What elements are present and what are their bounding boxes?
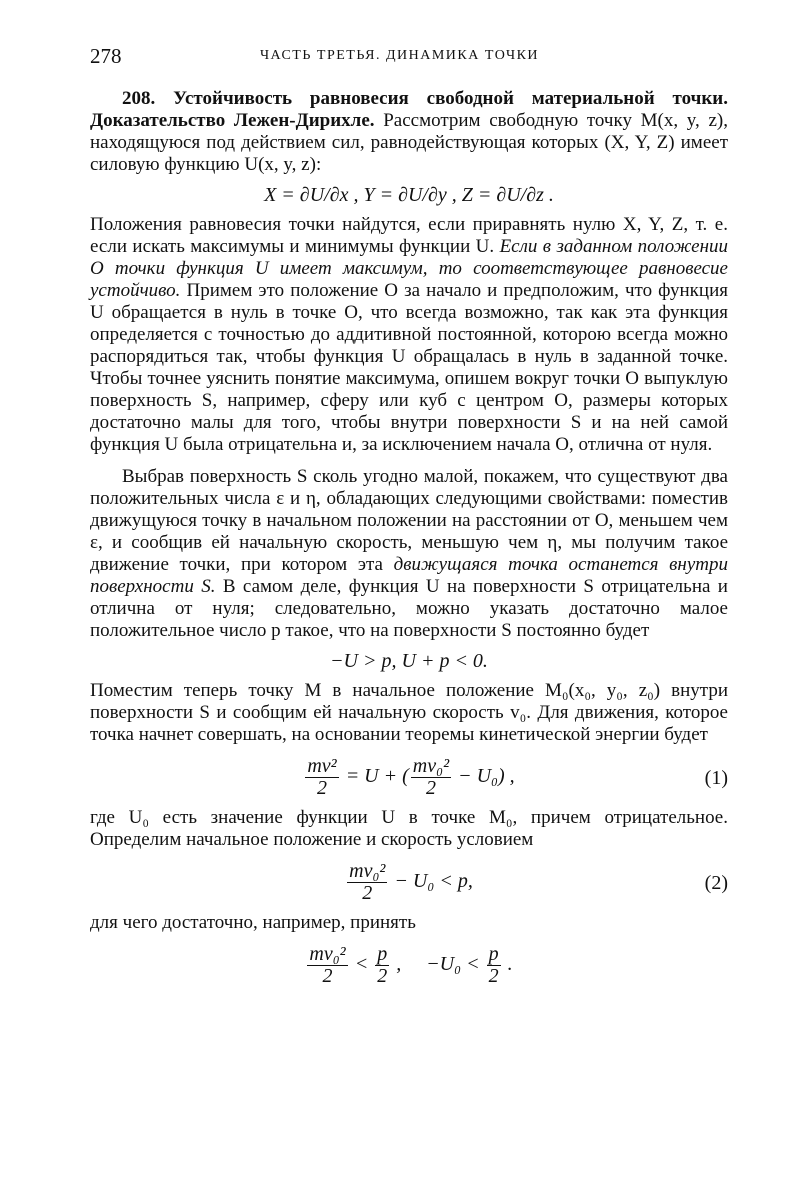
equation-2-number: (2) bbox=[704, 871, 728, 894]
equation-inequality bbox=[90, 650, 728, 672]
fraction-p-2-a: $\frac{p}{2}$ bbox=[377, 943, 388, 987]
paragraph-3 bbox=[90, 466, 728, 642]
equation-2: $\frac{\text{mv₀²}}{2}$ − U₀ < p, (2) bbox=[349, 860, 728, 904]
paragraph-3-start: Выбрав поверхность S сколь угодно малой, покажем, что существуют два положительных числа ε и η, обладающих следующими свойствами: поместив движущуюся точку в начальном положении на расстоянии от O, меньшем чем ε, и сообщив ей начальную скорость, меньшую чем η, мы получим такое движение точки, при котором эта bbox=[90, 466, 728, 575]
paragraph-6: для чего достаточно, например, принять bbox=[90, 912, 416, 933]
equation-3: $\frac{\text{mv₀²}}{2}$ < $\frac{p}{2}$ , −U₀ < $\frac{p}{2}$ . bbox=[309, 943, 513, 987]
paragraph-5: где U₀ есть значение функции U в точке M₀, причем отрицательное. Определим начальное положение и скорость условием bbox=[90, 807, 728, 850]
paragraph-2 bbox=[90, 214, 728, 456]
equation-forces bbox=[90, 184, 728, 206]
fraction-mv0-2: $\frac{\text{mv₀²}}{2}$ bbox=[412, 755, 450, 799]
equation-1: $\frac{\text{mv²}}{2}$ = U + ( $\frac{\text{mv₀²}}{2}$ − U₀) , (1) bbox=[307, 755, 728, 799]
fraction-mv2-2: $\frac{\text{mv²}}{2}$ bbox=[307, 755, 337, 799]
equation-1-number: (1) bbox=[704, 766, 728, 789]
fraction-p-2-b: $\frac{p}{2}$ bbox=[488, 943, 499, 987]
equation-inequality-text: −U > p, U + p < 0. bbox=[330, 650, 488, 672]
paragraph-1 bbox=[90, 88, 728, 176]
equation-forces-text: X = ∂U/∂x , Y = ∂U/∂y , Z = ∂U/∂z . bbox=[264, 184, 554, 206]
paragraph-2-end: Примем это положение O за начало и предположим, что функция U обращается в нуль в точке O, что всегда возможно, так как эта функция определяется с точностью до аддитивной постоянной, которою всегда можно распорядиться так, чтобы функция U обращалась в нуль в заданной точке. Чтобы точнее уяснить понятие максимума, опишем вокруг точки O выпуклую поверхность S, например, сферу или куб с центром O, размеры которых достаточно малы для того, чтобы внутри поверхности S и на ней самой функция U была отрицательна и, за исключением начала O, отлична от нуля. bbox=[90, 280, 728, 455]
fraction-mv0-2-b: $\frac{\text{mv₀²}}{2}$ bbox=[349, 860, 386, 904]
paragraph-1-text: Рассмотрим свободную точку M(x, y, z), находящуюся под действием сил, равнодействующая которых (X, Y, Z) имеет силовую функцию U(x, y, z): bbox=[90, 110, 728, 175]
page-number: 278 bbox=[90, 44, 122, 68]
paragraph-4: Поместим теперь точку M в начальное положение M₀(x₀, y₀, z₀) внутри поверхности S и сообщим ей начальную скорость v₀. Для движения, которое точка начнет совершать, на основании теоремы кинетической энергии будет bbox=[90, 680, 728, 745]
page-body bbox=[90, 88, 728, 995]
fraction-mv0-2-c: $\frac{\text{mv₀²}}{2}$ bbox=[309, 943, 346, 987]
paragraph-3-emphasis: движущаяся точка останется внутри поверхности S. bbox=[90, 554, 728, 597]
paragraph-3-end: В самом деле, функция U на поверхности S отрицательна и отлична от нуля; следовательно, можно указать достаточно малое положительное число p такое, что на поверхности S постоянно будет bbox=[90, 576, 728, 641]
running-title: ЧАСТЬ ТРЕТЬЯ. ДИНАМИКА ТОЧКИ bbox=[259, 48, 540, 63]
stability-theorem: Если в заданном положении O точки функция U имеет максимум, то соответствующее равновесие устойчиво. bbox=[90, 236, 729, 301]
section-heading: 208. Устойчивость равновесия свободной материальной точки. Доказательство Лежен-Дирихле. bbox=[90, 88, 728, 131]
paragraph-2-start: Положения равновесия точки найдутся, если приравнять нулю X, Y, Z, т. е. если искать максимумы и минимумы функции U. bbox=[90, 214, 728, 257]
